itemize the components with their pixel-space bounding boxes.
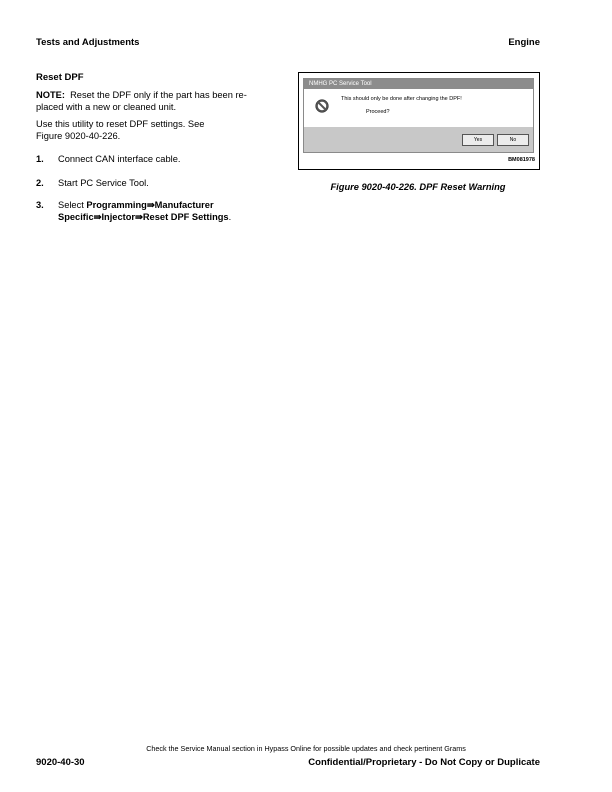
note-label: NOTE: — [36, 90, 65, 100]
header-section-title: Tests and Adjustments — [36, 37, 140, 48]
use-text-line1: Use this utility to reset DPF settings. See — [36, 119, 205, 129]
dialog-footer — [304, 127, 533, 152]
warning-dialog — [303, 78, 534, 153]
dialog-question: Proceed? — [366, 109, 390, 115]
figure-id: BM081978 — [508, 157, 535, 163]
arrow-icon: ⇛ — [93, 212, 102, 222]
dialog-title-bar: NMHG PC Service Tool — [304, 79, 533, 89]
step-number: 1. — [36, 154, 44, 164]
use-text-line2: Figure 9020-40-226. — [36, 131, 121, 141]
no-entry-icon — [315, 99, 329, 118]
step-text: Start PC Service Tool. — [58, 178, 149, 188]
no-button[interactable]: No — [497, 134, 529, 146]
use-paragraph — [36, 118, 276, 142]
note-text-line2: placed with a new or cleaned unit. — [36, 102, 177, 112]
figure-dpf-reset-warning — [298, 72, 540, 170]
step-text: Connect CAN interface cable. — [58, 154, 181, 164]
arrow-icon: ⇛ — [146, 200, 155, 210]
menu-path-programming: Programming — [86, 200, 147, 210]
arrow-icon: ⇛ — [135, 212, 143, 222]
step-number: 3. — [36, 200, 44, 210]
menu-path-reset-dpf: Reset DPF Settings — [142, 212, 229, 222]
note-paragraph — [36, 89, 276, 113]
footer-notice: Check the Service Manual section in Hypass Online for possible updates and check pertinent Grams — [146, 744, 466, 753]
yes-button[interactable]: Yes — [462, 134, 494, 146]
dialog-body — [304, 89, 533, 127]
step-number: 2. — [36, 178, 44, 188]
note-text-line1: Reset the DPF only if the part has been re- — [70, 90, 247, 100]
menu-path-injector: Injector — [101, 212, 136, 222]
figure-caption: Figure 9020-40-226. DPF Reset Warning — [330, 182, 506, 192]
section-title: Reset DPF — [36, 72, 84, 83]
confidential-notice: Confidential/Proprietary - Do Not Copy or Duplicate — [308, 757, 540, 768]
step-text — [58, 199, 278, 223]
step-text-prefix: Select — [58, 200, 87, 210]
header-chapter-title: Engine — [508, 37, 540, 48]
dialog-message: This should only be done after changing the DPF! — [341, 96, 462, 102]
step-text-suffix: . — [228, 212, 232, 222]
page-number: 9020-40-30 — [36, 757, 85, 768]
menu-path-manufacturer: Manufacturer — [154, 200, 214, 210]
menu-path-specific: Specific — [58, 212, 94, 222]
